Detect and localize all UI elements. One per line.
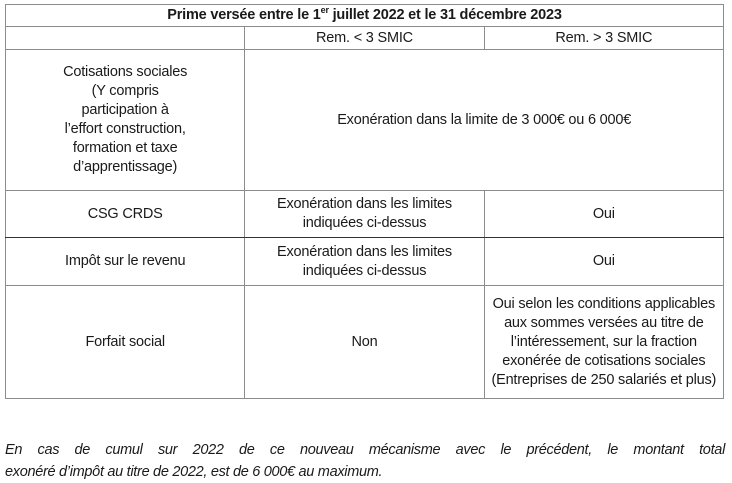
column-header-below-3-smic: Rem. < 3 SMIC — [245, 27, 484, 50]
cell-line: (Entreprises de 250 salariés et plus) — [491, 371, 717, 388]
table-title — [6, 5, 724, 27]
label-line: d’apprentissage) — [73, 159, 178, 175]
cotisations-merged-value: Exonération dans la limite de 3 000€ ou 6 000€ — [245, 50, 724, 191]
column-header-above-3-smic: Rem. > 3 SMIC — [484, 27, 723, 50]
table-row-csg-crds — [6, 191, 724, 238]
row-label-cotisations — [6, 50, 245, 191]
row-label-csg-crds: CSG CRDS — [6, 191, 245, 238]
cell-line: Oui selon les conditions applicables — [492, 295, 716, 312]
label-line: l’effort construction, — [64, 121, 186, 137]
row-label-impot-revenu: Impôt sur le revenu — [6, 238, 245, 286]
table-row-forfait-social — [6, 286, 724, 399]
table-row-cotisations — [6, 50, 724, 191]
title-text: Prime versée entre le 1 — [167, 7, 321, 23]
label-line: (Y compris — [91, 83, 159, 99]
ir-above-3-smic: Oui — [484, 238, 723, 286]
prime-exoneration-table — [5, 4, 724, 399]
fs-below-3-smic: Non — [245, 286, 484, 399]
table-row-impot-revenu — [6, 238, 724, 286]
row-label-forfait-social: Forfait social — [6, 286, 245, 399]
cell-line: Exonération dans les limites — [277, 243, 452, 260]
column-header-row — [6, 27, 724, 50]
cell-line: aux sommes versées au titre de — [504, 314, 704, 331]
label-line: formation et taxe — [72, 140, 178, 156]
cell-line: Exonération dans les limites — [277, 196, 452, 212]
column-header-empty — [6, 27, 245, 50]
csg-below-3-smic — [245, 191, 484, 238]
title-text-end: juillet 2022 et le 31 décembre 2023 — [328, 7, 562, 23]
cell-line: exonérée de cotisations sociales — [502, 352, 706, 369]
cell-line: l’intéressement, sur la fraction — [510, 333, 697, 350]
csg-above-3-smic: Oui — [484, 191, 723, 238]
footnote-line-2: exonéré d’impôt au titre de 2022, est de 6 000€ au maximum. — [5, 463, 383, 480]
fs-above-3-smic — [484, 286, 723, 399]
ir-below-3-smic — [245, 238, 484, 286]
table-title-row — [6, 5, 724, 27]
footnote-line-1: En cas de cumul sur 2022 de ce nouveau mécanisme avec le précédent, le montant total — [5, 441, 725, 458]
cell-line: indiquées ci-dessus — [302, 215, 427, 231]
title-superscript: er — [320, 5, 329, 15]
cell-line: indiquées ci-dessus — [302, 262, 427, 279]
label-line: participation à — [81, 102, 169, 118]
label-line: Cotisations sociales — [63, 64, 188, 80]
